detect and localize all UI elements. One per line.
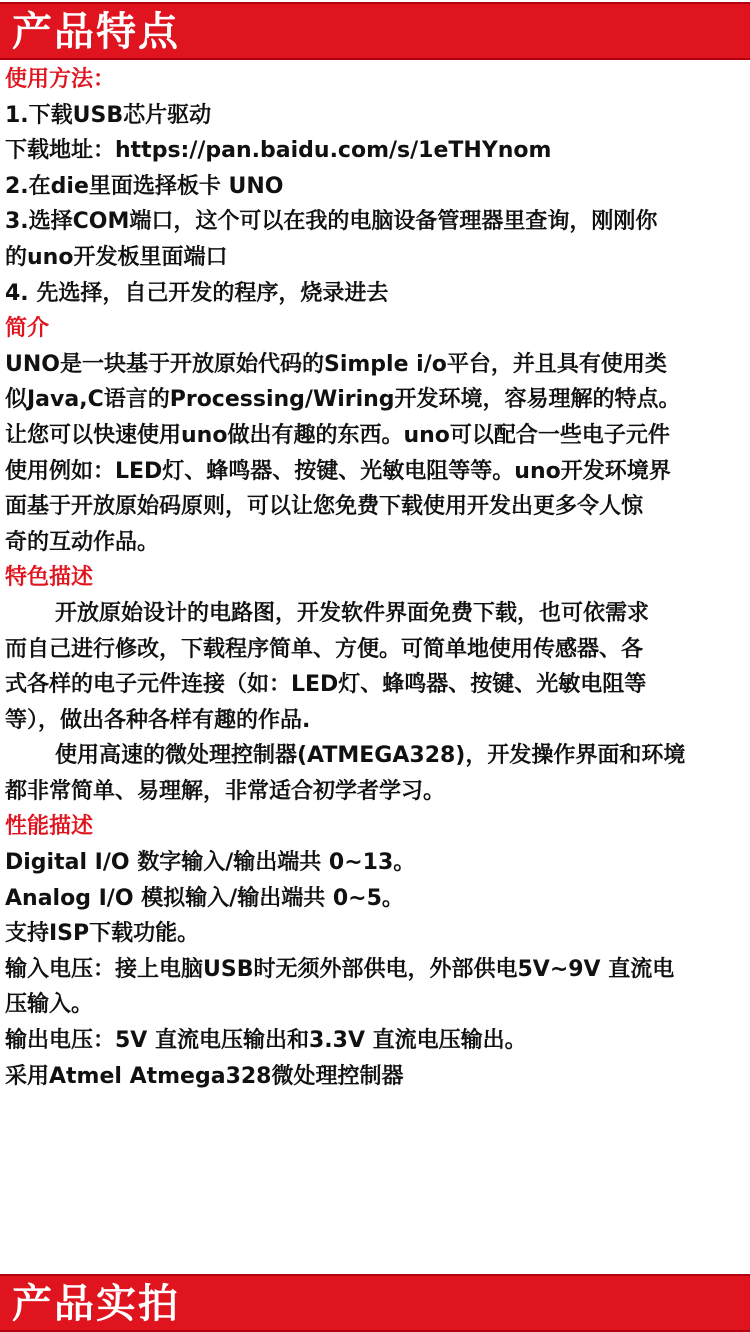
section-banner-features <box>0 2 750 60</box>
download-url-line: 下载地址：https://pan.baidu.com/s/1eTHYnom <box>5 138 552 164</box>
performance-line: Digital I/O 数字输入/输出端共 0~13。 <box>5 850 416 876</box>
intro-line: 似Java,C语言的Processing/Wiring开发环境，容易理解的特点。 <box>5 387 681 413</box>
performance-line: 压输入。 <box>5 992 94 1018</box>
features-line: 都非常简单、易理解，非常适合初学者学习。 <box>5 778 446 804</box>
usage-line: 的uno开发板里面端口 <box>5 244 228 270</box>
performance-line: 输出电压：5V 直流电压输出和3.3V 直流电压输出。 <box>5 1028 527 1054</box>
intro-line: 让您可以快速使用uno做出有趣的东西。uno可以配合一些电子元件 <box>5 422 670 448</box>
section-heading-usage: 使用方法： <box>5 67 116 92</box>
intro-line: 面基于开放原始码原则，可以让您免费下载使用开发出更多令人惊 <box>5 494 644 520</box>
features-line: 使用高速的微处理控制器(ATMEGA328)，开发操作界面和环境 <box>55 743 686 769</box>
features-line: 而自己进行修改，下载程序简单、方便。可简单地使用传感器、各 <box>5 636 644 662</box>
intro-line: UNO是一块基于开放原始代码的Simple i/o平台，并且具有使用类 <box>5 351 667 377</box>
features-line: 式各样的电子元件连接（如：LED灯、蜂鸣器、按键、光敏电阻等 <box>5 672 647 698</box>
features-line: 开放原始设计的电路图，开发软件界面免费下载，也可依需求 <box>55 600 650 626</box>
section-banner-photos <box>0 1274 750 1332</box>
performance-line: 输入电压：接上电脑USB时无须外部供电，外部供电5V~9V 直流电 <box>5 956 675 982</box>
section-heading-features: 特色描述 <box>5 565 94 591</box>
intro-line: 奇的互动作品。 <box>5 529 160 555</box>
usage-line: 4. 先选择，自己开发的程序，烧录进去 <box>5 280 389 306</box>
features-line: 等），做出各种各样有趣的作品. <box>5 707 311 733</box>
section-heading-performance: 性能描述 <box>5 814 94 840</box>
performance-line: 采用Atmel Atmega328微处理控制器 <box>5 1063 404 1089</box>
section-heading-intro: 简介 <box>5 316 50 342</box>
intro-line: 使用例如：LED灯、蜂鸣器、按键、光敏电阻等等。uno开发环境界 <box>5 458 671 484</box>
product-description <box>5 62 747 1094</box>
usage-line: 3.选择COM端口，这个可以在我的电脑设备管理器里查询，刚刚你 <box>5 209 658 235</box>
performance-line: Analog I/O 模拟输入/输出端共 0~5。 <box>5 885 404 911</box>
banner-title: 产品实拍 <box>12 1281 180 1327</box>
performance-line: 支持ISP下载功能。 <box>5 921 200 947</box>
usage-line: 1.下载USB芯片驱动 <box>5 102 212 128</box>
usage-line: 2.在die里面选择板卡 UNO <box>5 173 284 199</box>
banner-title: 产品特点 <box>12 9 180 55</box>
